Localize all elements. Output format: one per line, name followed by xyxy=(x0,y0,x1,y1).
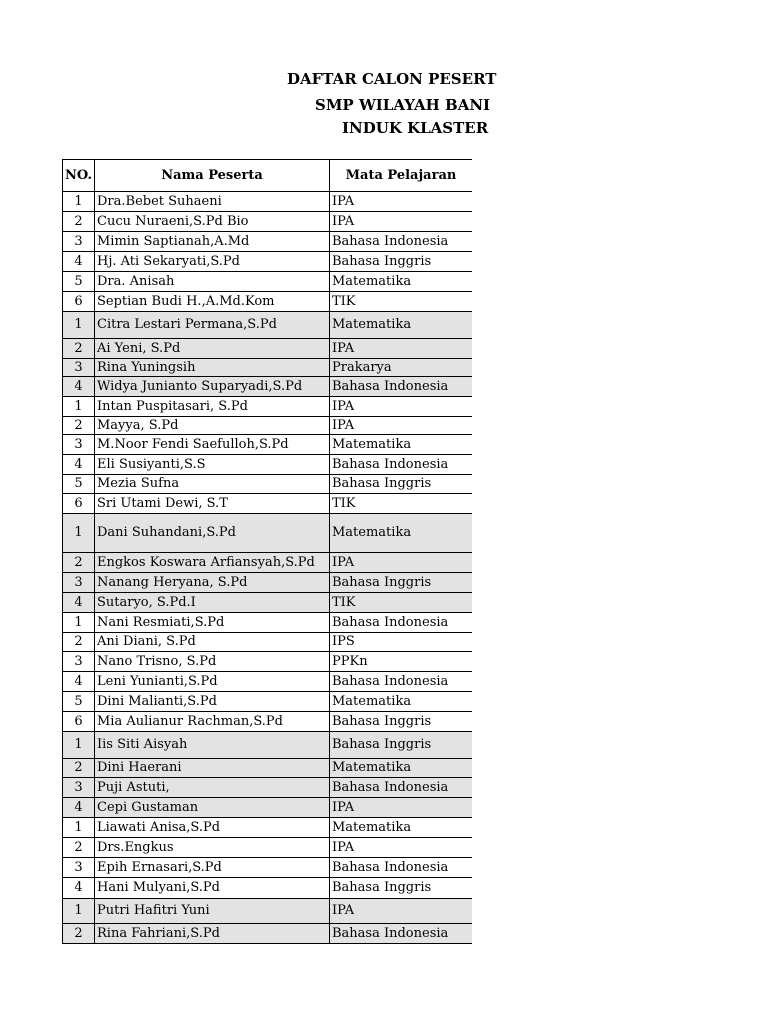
table-row xyxy=(63,292,473,312)
cell-name: Rina Yuningsih xyxy=(95,359,330,377)
table-row xyxy=(63,573,473,593)
cell-no: 1 xyxy=(63,312,95,339)
cell-name: Dini Haerani xyxy=(95,759,330,778)
cell-subject: Matematika xyxy=(330,692,473,712)
cell-subject: IPS xyxy=(330,633,473,652)
cell-name: Drs.Engkus xyxy=(95,838,330,858)
cell-no: 2 xyxy=(63,339,95,359)
cell-name: Sri Utami Dewi, S.T xyxy=(95,494,330,514)
cell-no: 5 xyxy=(63,272,95,292)
cell-no: 3 xyxy=(63,573,95,593)
cell-no: 4 xyxy=(63,593,95,613)
cell-no: 1 xyxy=(63,899,95,924)
cell-name: Dra.Bebet Suhaeni xyxy=(95,192,330,212)
cell-name: Mezia Sufna xyxy=(95,475,330,494)
cell-subject: Matematika xyxy=(330,514,473,553)
cell-subject: Bahasa Inggris xyxy=(330,712,473,732)
cell-subject: Matematika xyxy=(330,312,473,339)
cell-no: 1 xyxy=(63,613,95,633)
cell-name: Mimin Saptianah,A.Md xyxy=(95,232,330,252)
cell-subject: TIK xyxy=(330,593,473,613)
cell-name: Engkos Koswara Arfiansyah,S.Pd xyxy=(95,553,330,573)
table-row xyxy=(63,692,473,712)
cell-no: 1 xyxy=(63,818,95,838)
cell-subject: Bahasa Indonesia xyxy=(330,232,473,252)
cell-no: 2 xyxy=(63,633,95,652)
cell-subject: Matematika xyxy=(330,818,473,838)
title-line-2: SMP WILAYAH BANI xyxy=(315,96,491,114)
table-row xyxy=(63,732,473,759)
cell-name: Nano Trisno, S.Pd xyxy=(95,652,330,672)
table-row xyxy=(63,417,473,435)
table-row xyxy=(63,672,473,692)
cell-subject: Bahasa Inggris xyxy=(330,252,473,272)
title-line-1: DAFTAR CALON PESERT xyxy=(287,70,497,88)
cell-name: Intan Puspitasari, S.Pd xyxy=(95,397,330,417)
cell-no: 2 xyxy=(63,212,95,232)
table-row xyxy=(63,712,473,732)
cell-name: Mayya, S.Pd xyxy=(95,417,330,435)
cell-subject: Bahasa Indonesia xyxy=(330,858,473,878)
cell-subject: IPA xyxy=(330,417,473,435)
cell-name: Rina Fahriani,S.Pd xyxy=(95,924,330,944)
cell-subject: Bahasa Inggris xyxy=(330,878,473,899)
table-row xyxy=(63,778,473,798)
cell-subject: TIK xyxy=(330,292,473,312)
table-header-row xyxy=(63,160,473,192)
cell-no: 1 xyxy=(63,397,95,417)
participant-table-container xyxy=(62,159,472,959)
cell-no: 2 xyxy=(63,759,95,778)
cell-name: Cepi Gustaman xyxy=(95,798,330,818)
cell-no: 4 xyxy=(63,672,95,692)
cell-no: 3 xyxy=(63,778,95,798)
cell-no: 2 xyxy=(63,838,95,858)
header-subject: Mata Pelajaran xyxy=(330,160,473,192)
cell-name: Eli Susiyanti,S.S xyxy=(95,455,330,475)
cell-name: Leni Yunianti,S.Pd xyxy=(95,672,330,692)
cell-name: Hani Mulyani,S.Pd xyxy=(95,878,330,899)
table-row xyxy=(63,818,473,838)
cell-no: 1 xyxy=(63,192,95,212)
cell-no: 1 xyxy=(63,732,95,759)
cell-name: Hj. Ati Sekaryati,S.Pd xyxy=(95,252,330,272)
cell-no: 2 xyxy=(63,924,95,944)
cell-name: Sutaryo, S.Pd.I xyxy=(95,593,330,613)
table-row xyxy=(63,435,473,455)
cell-subject: Bahasa Indonesia xyxy=(330,455,473,475)
cell-subject: Matematika xyxy=(330,759,473,778)
cell-subject: Bahasa Indonesia xyxy=(330,613,473,633)
cell-no: 4 xyxy=(63,798,95,818)
cell-name: Liawati Anisa,S.Pd xyxy=(95,818,330,838)
cell-subject: Bahasa Indonesia xyxy=(330,924,473,944)
cell-subject: TIK xyxy=(330,494,473,514)
cell-subject: Bahasa Inggris xyxy=(330,573,473,593)
cell-no: 6 xyxy=(63,292,95,312)
cell-no: 2 xyxy=(63,553,95,573)
title-line-3: INDUK KLASTER xyxy=(342,119,489,137)
table-row xyxy=(63,232,473,252)
cell-subject: IPA xyxy=(330,212,473,232)
cell-name: Puji Astuti, xyxy=(95,778,330,798)
cell-subject: Matematika xyxy=(330,272,473,292)
cell-subject: IPA xyxy=(330,339,473,359)
table-row xyxy=(63,192,473,212)
table-body xyxy=(63,192,473,944)
cell-name: Dani Suhandani,S.Pd xyxy=(95,514,330,553)
cell-name: Nani Resmiati,S.Pd xyxy=(95,613,330,633)
cell-name: Ai Yeni, S.Pd xyxy=(95,339,330,359)
table-row xyxy=(63,838,473,858)
cell-name: Citra Lestari Permana,S.Pd xyxy=(95,312,330,339)
participant-table xyxy=(62,159,472,944)
cell-no: 5 xyxy=(63,692,95,712)
cell-no: 3 xyxy=(63,232,95,252)
cell-subject: Matematika xyxy=(330,435,473,455)
cell-name: Epih Ernasari,S.Pd xyxy=(95,858,330,878)
cell-name: Dra. Anisah xyxy=(95,272,330,292)
cell-no: 3 xyxy=(63,359,95,377)
cell-name: Nanang Heryana, S.Pd xyxy=(95,573,330,593)
cell-subject: PPKn xyxy=(330,652,473,672)
cell-no: 5 xyxy=(63,475,95,494)
cell-no: 3 xyxy=(63,435,95,455)
table-row xyxy=(63,613,473,633)
table-row xyxy=(63,878,473,899)
cell-name: M.Noor Fendi Saefulloh,S.Pd xyxy=(95,435,330,455)
cell-no: 2 xyxy=(63,417,95,435)
cell-name: Putri Hafitri Yuni xyxy=(95,899,330,924)
table-row xyxy=(63,759,473,778)
table-row xyxy=(63,252,473,272)
table-row xyxy=(63,553,473,573)
table-row xyxy=(63,593,473,613)
cell-subject: IPA xyxy=(330,798,473,818)
table-row xyxy=(63,212,473,232)
cell-no: 3 xyxy=(63,858,95,878)
table-row xyxy=(63,633,473,652)
table-row xyxy=(63,377,473,397)
table-row xyxy=(63,272,473,292)
cell-no: 1 xyxy=(63,514,95,553)
cell-subject: IPA xyxy=(330,397,473,417)
cell-subject: Prakarya xyxy=(330,359,473,377)
table-row xyxy=(63,359,473,377)
cell-no: 4 xyxy=(63,377,95,397)
table-row xyxy=(63,455,473,475)
table-row xyxy=(63,924,473,944)
cell-subject: Bahasa Inggris xyxy=(330,475,473,494)
cell-name: Mia Aulianur Rachman,S.Pd xyxy=(95,712,330,732)
header-name: Nama Peserta xyxy=(95,160,330,192)
cell-name: Septian Budi H.,A.Md.Kom xyxy=(95,292,330,312)
table-row xyxy=(63,475,473,494)
cell-subject: IPA xyxy=(330,192,473,212)
cell-no: 4 xyxy=(63,878,95,899)
cell-no: 4 xyxy=(63,455,95,475)
cell-name: Iis Siti Aisyah xyxy=(95,732,330,759)
cell-no: 4 xyxy=(63,252,95,272)
cell-no: 6 xyxy=(63,494,95,514)
table-row xyxy=(63,798,473,818)
cell-subject: IPA xyxy=(330,899,473,924)
cell-subject: IPA xyxy=(330,553,473,573)
cell-no: 6 xyxy=(63,712,95,732)
table-row xyxy=(63,514,473,553)
table-row xyxy=(63,312,473,339)
table-row xyxy=(63,858,473,878)
cell-name: Widya Junianto Suparyadi,S.Pd xyxy=(95,377,330,397)
table-row xyxy=(63,397,473,417)
cell-no: 3 xyxy=(63,652,95,672)
cell-subject: IPA xyxy=(330,838,473,858)
cell-name: Dini Malianti,S.Pd xyxy=(95,692,330,712)
cell-subject: Bahasa Indonesia xyxy=(330,672,473,692)
table-row xyxy=(63,652,473,672)
cell-name: Ani Diani, S.Pd xyxy=(95,633,330,652)
cell-subject: Bahasa Indonesia xyxy=(330,377,473,397)
header-no: NO. xyxy=(63,160,95,192)
table-row xyxy=(63,494,473,514)
cell-subject: Bahasa Indonesia xyxy=(330,778,473,798)
cell-subject: Bahasa Inggris xyxy=(330,732,473,759)
table-row xyxy=(63,339,473,359)
cell-name: Cucu Nuraeni,S.Pd Bio xyxy=(95,212,330,232)
table-row xyxy=(63,899,473,924)
